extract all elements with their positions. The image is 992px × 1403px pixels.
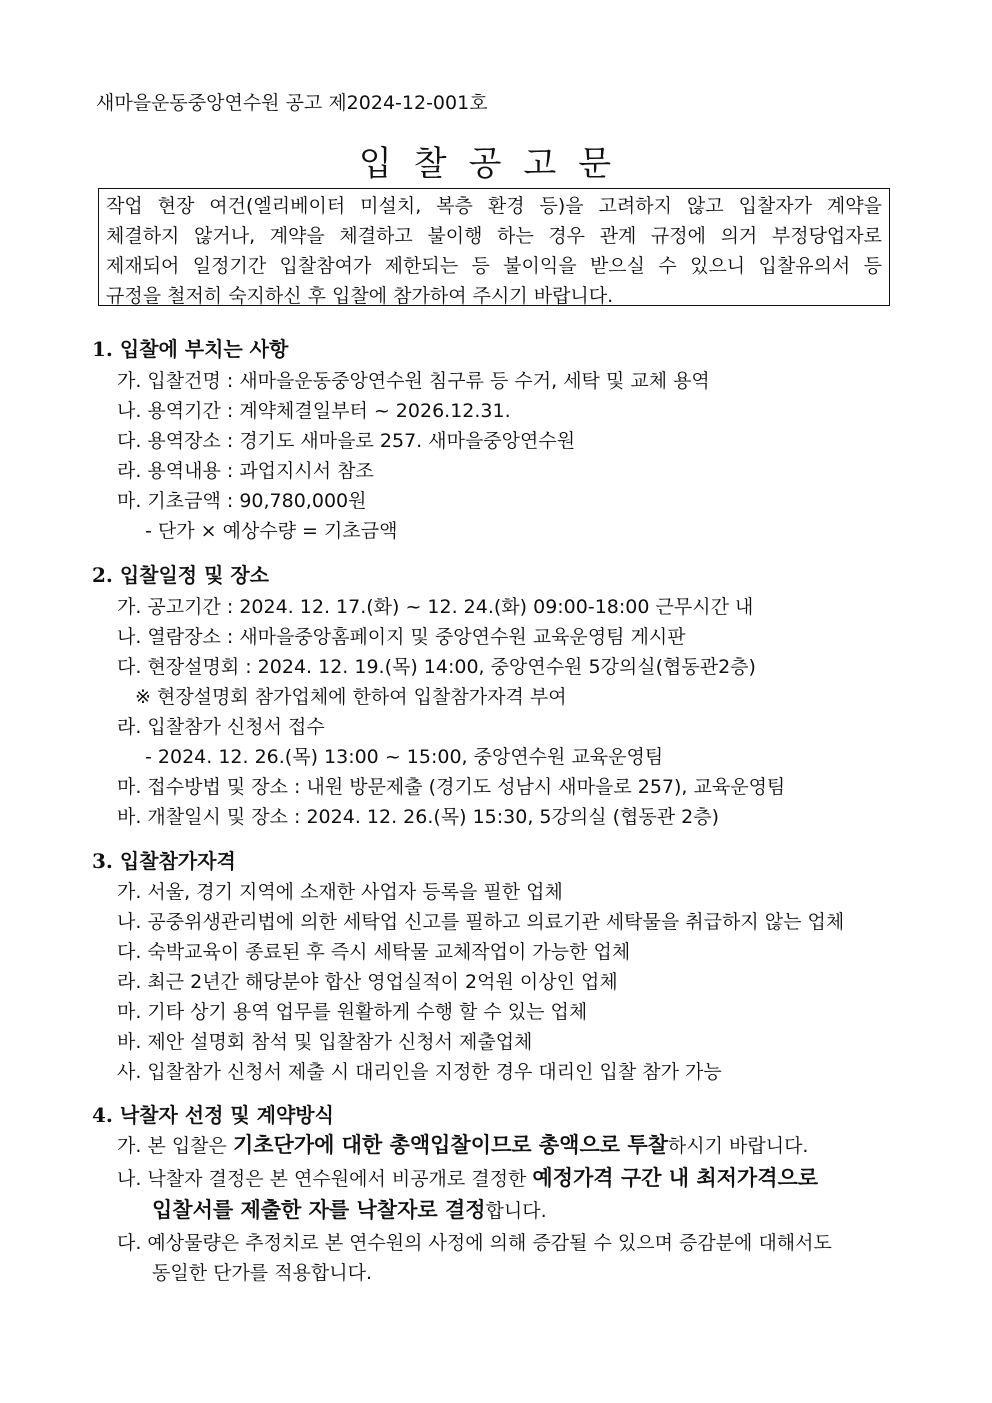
section3-item: 바. 제안 설명회 참석 및 입찰참가 신청서 제출업체 [117,1031,533,1053]
section4-ga-bold: 기초단가에 대한 총액입찰이므로 총액으로 투찰 [232,1133,668,1157]
section3-item: 다. 숙박교육이 종료된 후 즉시 세탁물 교체작업이 가능한 업체 [117,941,631,963]
section1-item: 마. 기초금액 : 90,780,000원 [117,490,367,512]
section4-item-da: 다. 예상물량은 추정치로 본 연수원의 사정에 의해 증감될 수 있으며 증감분에 대해서도 [117,1232,832,1254]
warning-line: 작업 현장 여건(엘리베이터 미설치, 복층 환경 등)을 고려하지 않고 입찰자가 계약을 [106,195,882,217]
section3-item: 라. 최근 2년간 해당분야 합산 영업실적이 2억원 이상인 업체 [117,971,618,993]
section4-na-bold: 예정가격 구간 내 최저가격으로 [532,1166,819,1190]
section1-note: - 단가 × 예상수량 = 기초금액 [145,520,398,542]
section4-na-suffix: 합니다. [485,1200,547,1222]
warning-line: 제재되어 일정기간 입찰참여가 제한되는 등 불이익을 받으실 수 있으니 입찰유의서 등 [106,255,882,277]
section4-na-bold: 입찰서를 제출한 자를 낙찰자로 결정 [152,1198,486,1222]
section4-item-ga [117,1129,808,1159]
section4-ga-suffix: 하시기 바랍니다. [667,1135,809,1157]
section1-item: 나. 용역기간 : 계약체결일부터 ~ 2026.12.31. [117,400,511,422]
section3-item: 가. 서울, 경기 지역에 소재한 사업자 등록을 필한 업체 [117,881,563,903]
section1-item: 라. 용역내용 : 과업지시서 참조 [117,460,374,482]
section2-heading: 2. 입찰일정 및 장소 [92,563,270,587]
document-title: 입찰공고문 [358,144,634,184]
warning-box [98,188,890,306]
section4-item-da-cont: 동일한 단가를 적용합니다. [152,1262,373,1284]
notice-number: 새마을운동중앙연수원 공고 제2024-12-001호 [96,92,488,114]
warning-line: 체결하지 않거나, 계약을 체결하고 불이행 하는 경우 관계 규정에 의거 부정당업자로 [106,225,882,247]
section3-item: 사. 입찰참가 신청서 제출 시 대리인을 지정한 경우 대리인 입찰 참가 가능 [117,1061,722,1083]
section2-subitem: - 2024. 12. 26.(목) 13:00 ~ 15:00, 중앙연수원 교육운영팀 [145,746,664,768]
warning-line: 규정을 철저히 숙지하신 후 입찰에 참가하여 주시기 바랍니다. [106,285,614,307]
section3-heading: 3. 입찰참가자격 [92,849,236,873]
section1-heading: 1. 입찰에 부치는 사항 [92,337,289,361]
section3-item: 마. 기타 상기 용역 업무를 원활하게 수행 할 수 있는 업체 [117,1001,588,1023]
section3-item: 나. 공중위생관리법에 의한 세탁업 신고를 필하고 의료기관 세탁물을 취급하지 않는 업체 [117,911,845,933]
section2-item: 라. 입찰참가 신청서 접수 [117,716,325,738]
section4-item-na-cont [152,1194,547,1224]
section1-item: 가. 입찰건명 : 새마을운동중앙연수원 침구류 등 수거, 세탁 및 교체 용역 [117,370,710,392]
section2-item: 다. 현장설명회 : 2024. 12. 19.(목) 14:00, 중앙연수원 5강의실(협동관2층) [117,656,756,678]
section4-heading: 4. 낙찰자 선정 및 계약방식 [92,1103,334,1127]
section1-item: 다. 용역장소 : 경기도 새마을로 257. 새마을중앙연수원 [117,430,576,452]
section2-note: ※ 현장설명회 참가업체에 한하여 입찰참가자격 부여 [135,686,567,708]
section2-item: 나. 열람장소 : 새마을중앙홈페이지 및 중앙연수원 교육운영팀 게시판 [117,626,686,648]
section4-ga-prefix: 가. 본 입찰은 [117,1135,233,1157]
section2-item: 가. 공고기간 : 2024. 12. 17.(화) ~ 12. 24.(화) 09:00-18:00 근무시간 내 [117,596,754,618]
section2-item: 바. 개찰일시 및 장소 : 2024. 12. 26.(목) 15:30, 5강의실 (협동관 2층) [117,806,719,828]
section4-item-na [117,1162,818,1192]
section4-na-prefix: 나. 낙찰자 결정은 본 연수원에서 비공개로 결정한 [117,1168,533,1190]
section2-item: 마. 접수방법 및 장소 : 내원 방문제출 (경기도 성남시 새마을로 257), 교육운영팀 [117,776,786,798]
